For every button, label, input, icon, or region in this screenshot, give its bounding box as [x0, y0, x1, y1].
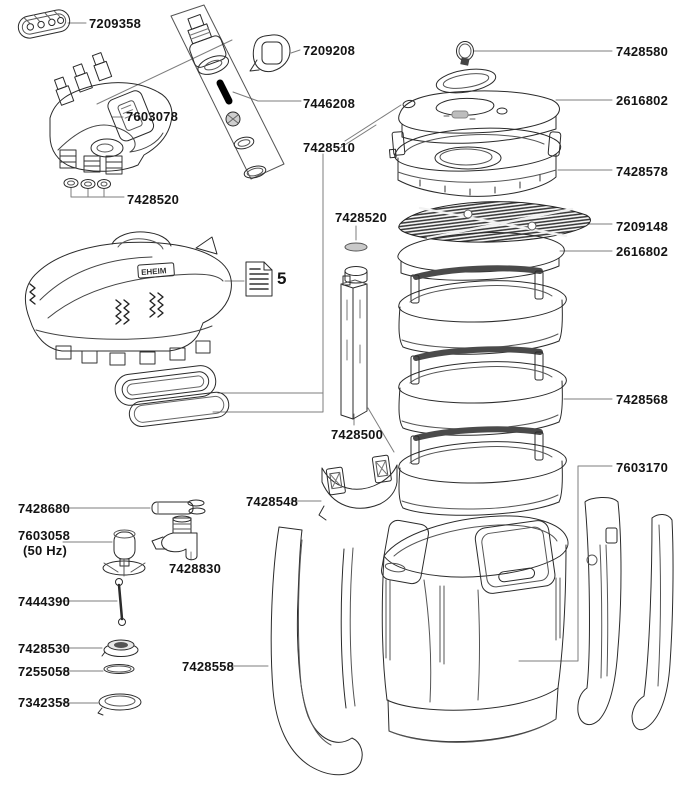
impeller-drawing: [103, 530, 145, 576]
part-label-7209358: 7209358: [89, 16, 142, 31]
standpipe-drawing: [341, 243, 367, 419]
part-label-7603078: 7603078: [126, 109, 179, 124]
canister-body-drawing: [380, 516, 568, 742]
part-label-7428500: 7428500: [331, 427, 384, 442]
part-label-7428548: 7428548: [246, 494, 299, 509]
prefilter-drawing: [388, 128, 561, 196]
part-label-7428680: 7428680: [18, 501, 71, 516]
part-label-7428510: 7428510: [303, 140, 356, 155]
part-label-7428558: 7428558: [182, 659, 235, 674]
oring-drawing: [104, 665, 134, 674]
sealing-rings-drawing: [113, 364, 230, 428]
top-cover-drawing: [399, 65, 560, 143]
clamp-ring-drawing: [457, 42, 474, 66]
motor-unit-drawing: [25, 232, 231, 365]
part-label-7428520-b: 7428520: [335, 210, 388, 225]
part-label-7255058: 7255058: [18, 664, 71, 679]
filter-baskets-drawing: [399, 268, 567, 515]
part-label-7209208: 7209208: [303, 43, 356, 58]
intake-sleeve-drawing: [152, 500, 205, 514]
part-label-7603058: 7603058: [18, 528, 71, 543]
part-label-7428568: 7428568: [616, 392, 669, 407]
left-side-profile-drawing: [271, 527, 362, 775]
brand-logo-text: EHEIM: [140, 266, 167, 277]
part-label-7428530: 7428530: [18, 641, 71, 656]
bushing-drawing: [102, 640, 138, 657]
foot-ring-drawing: [98, 694, 141, 715]
hose-clip-drawing: [250, 35, 290, 72]
right-side-profiles-drawing: [578, 497, 673, 729]
manual-ref-label: 5: [277, 269, 287, 288]
part-label-7444390: 7444390: [18, 594, 71, 609]
part-label-7209148: 7209148: [616, 219, 669, 234]
grate-drawing: [399, 202, 591, 243]
part-label-7446208: 7446208: [303, 96, 356, 111]
part-label-7428520-a: 7428520: [127, 192, 180, 207]
part-label-2616802-a: 2616802: [616, 93, 669, 108]
elbow-fitting-drawing: [152, 516, 197, 560]
part-label-7428580: 7428580: [616, 44, 669, 59]
part-label-7603170: 7603170: [616, 460, 669, 475]
document-icon: [246, 262, 272, 296]
part-label-2616802-b: 2616802: [616, 244, 669, 259]
latch-arc-drawing: [319, 455, 397, 520]
part-label-7428578: 7428578: [616, 164, 669, 179]
part-label-7342358: 7342358: [18, 695, 71, 710]
valve-parts-band-drawing: [171, 5, 284, 180]
gasket-drawing: [16, 8, 71, 40]
shaft-drawing: [116, 579, 126, 626]
frequency-note-label: (50 Hz): [23, 543, 68, 558]
oring-set-drawing: [64, 179, 111, 189]
leader-lines: [62, 23, 612, 703]
part-label-7428830: 7428830: [169, 561, 222, 576]
